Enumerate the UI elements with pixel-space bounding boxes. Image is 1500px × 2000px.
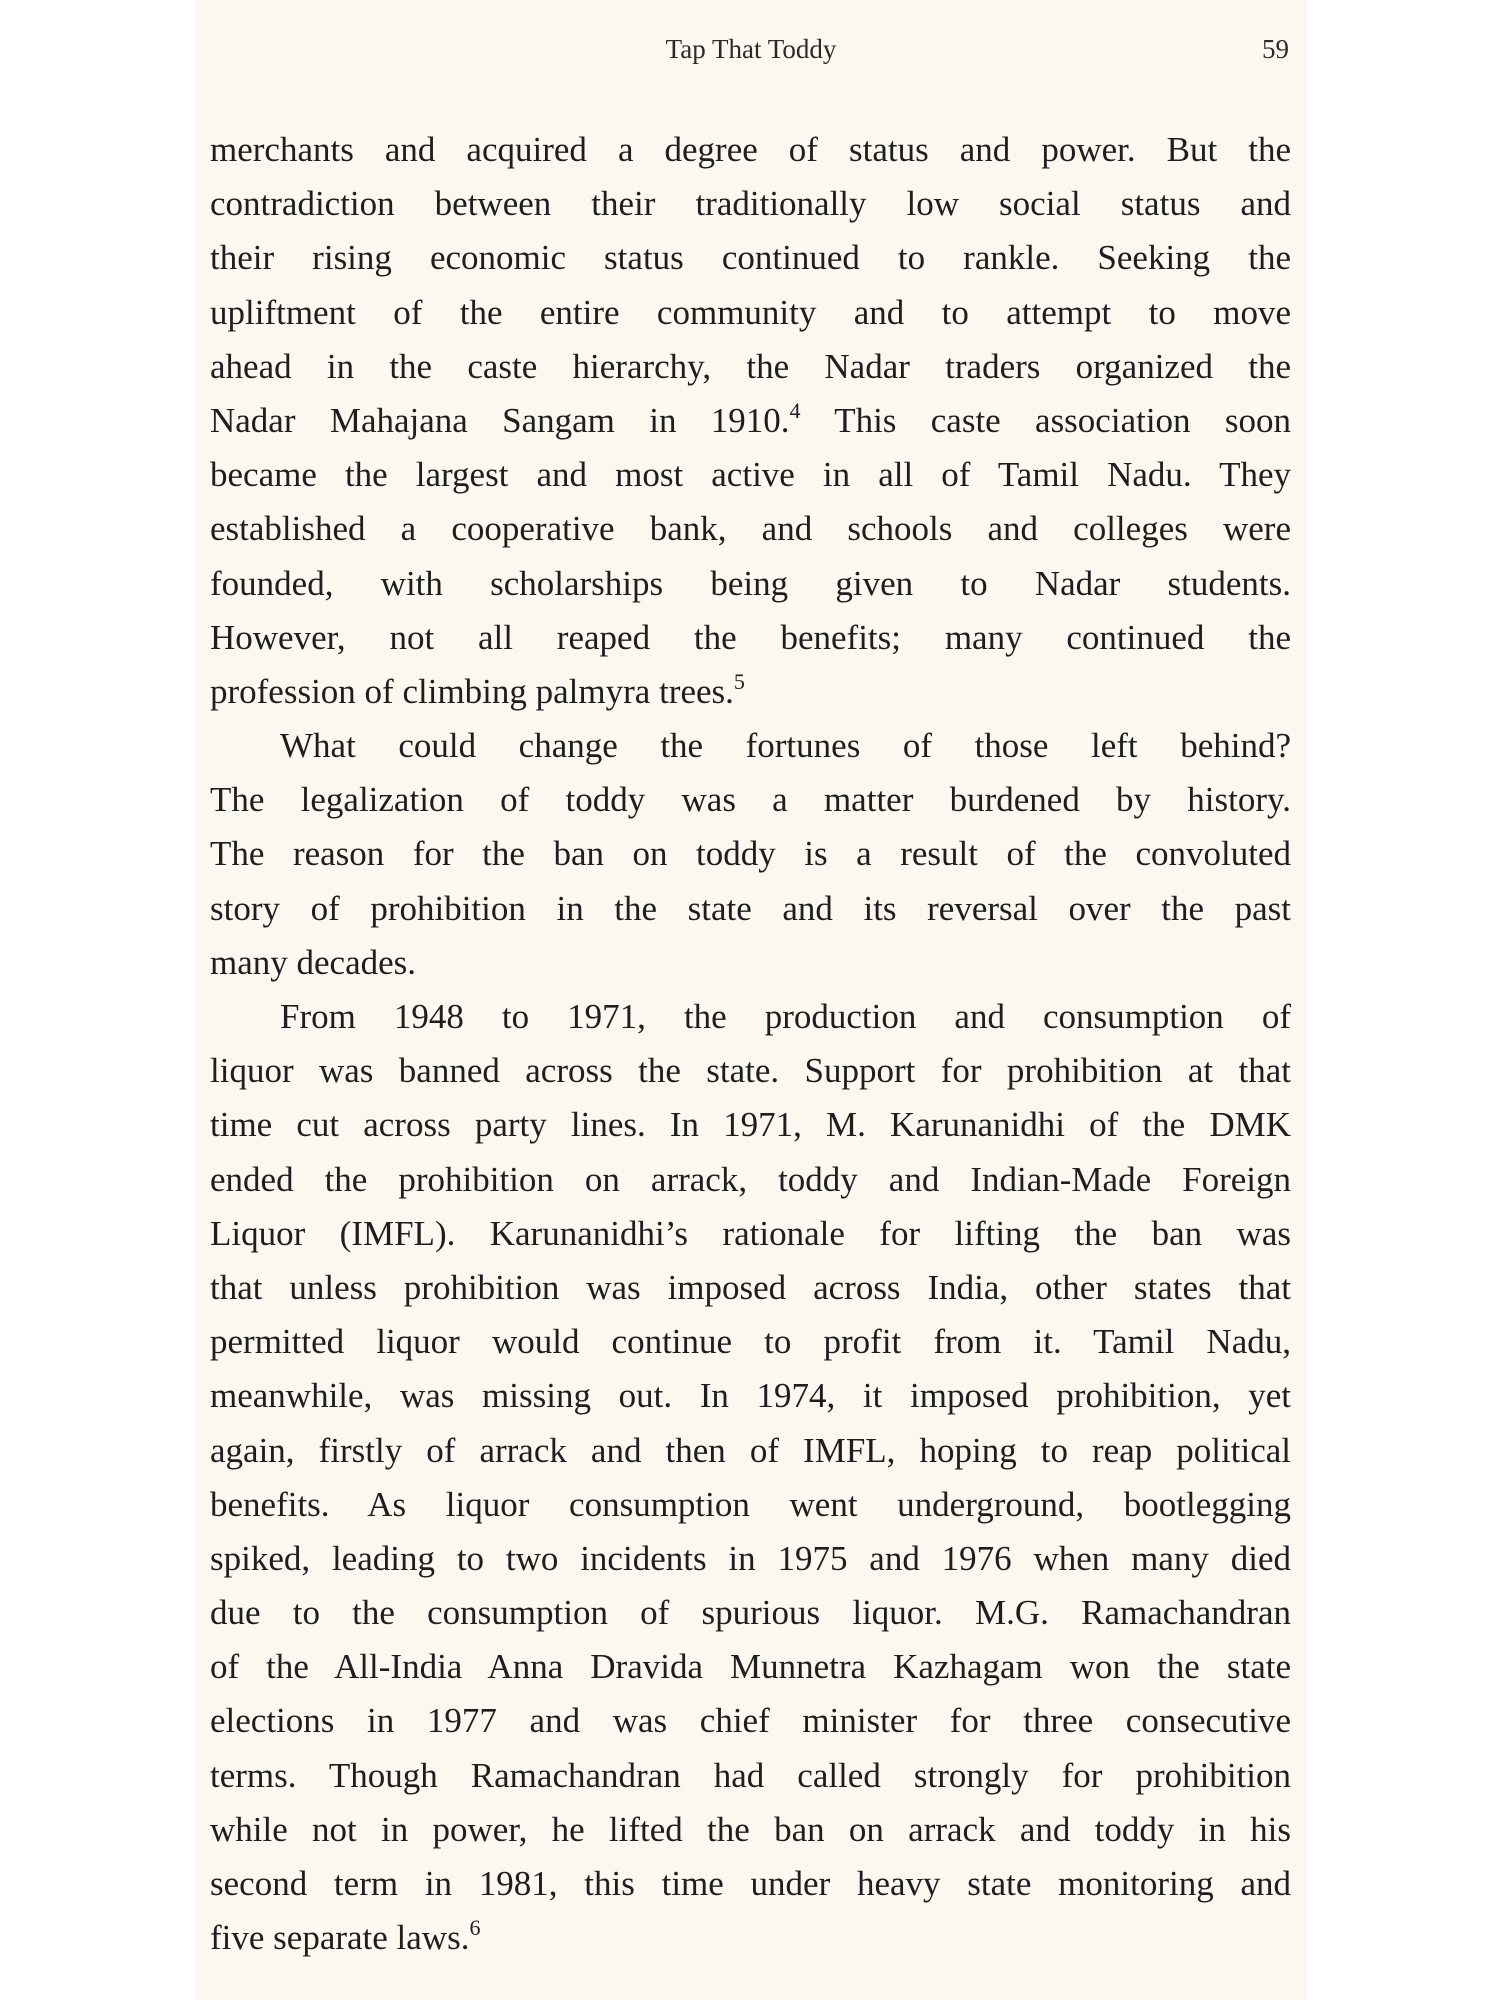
- body-text: [210, 123, 1291, 1965]
- text-line: [210, 936, 1291, 990]
- line-text: second term in 1981, this time under heavy state monitoring and: [210, 1864, 1291, 1903]
- text-line: [210, 1586, 1291, 1640]
- line-text: Liquor (IMFL). Karunanidhi’s rationale for lifting the ban was: [210, 1213, 1291, 1253]
- text-line: [210, 1857, 1291, 1911]
- book-page: [195, 0, 1307, 2000]
- line-text: due to the consumption of spurious liquor. M.G. Ramachandran: [210, 1593, 1291, 1633]
- line-text: while not in power, he lifted the ban on arrack and toddy in his: [210, 1809, 1291, 1849]
- footnote-marker: 4: [789, 397, 801, 423]
- line-text: What could change the fortunes of those left behind?: [280, 726, 1291, 766]
- text-line: [210, 1694, 1291, 1748]
- page-header: [195, 28, 1307, 72]
- line-text: spiked, leading to two incidents in 1975 and 1976 when many died: [210, 1538, 1291, 1578]
- footnote-marker: 6: [469, 1915, 481, 1941]
- text-line: [210, 1369, 1291, 1423]
- text-line: [210, 286, 1291, 340]
- line-text: profession of climbing palmyra trees.: [210, 671, 734, 711]
- text-line: [210, 1911, 1291, 1965]
- line-text: many decades.: [210, 942, 417, 982]
- line-text: ahead in the caste hierarchy, the Nadar traders organized the: [210, 346, 1291, 386]
- text-line: [210, 1424, 1291, 1478]
- text-line: [210, 990, 1291, 1044]
- line-text: The reason for the ban on toddy is a result of the convoluted: [210, 834, 1291, 874]
- line-text: their rising economic status continued to rankle. Seeking the: [210, 238, 1291, 278]
- line-text: elections in 1977 and was chief minister for three consecutive: [210, 1701, 1291, 1741]
- text-line: [210, 1803, 1291, 1857]
- line-text: However, not all reaped the benefits; many continued the: [210, 617, 1291, 657]
- line-text: liquor was banned across the state. Support for prohibition at that: [210, 1051, 1291, 1091]
- line-text: established a cooperative bank, and schools and colleges were: [210, 509, 1291, 549]
- text-line: [210, 177, 1291, 231]
- text-line: [210, 882, 1291, 936]
- text-line: [210, 340, 1291, 394]
- line-text: story of prohibition in the state and its reversal over the past: [210, 888, 1291, 928]
- line-text: founded, with scholarships being given to Nadar students.: [210, 563, 1291, 603]
- line-text: From 1948 to 1971, the production and consumption of: [280, 997, 1291, 1036]
- text-line: [210, 123, 1291, 177]
- text-line: [210, 1044, 1291, 1098]
- text-line: [210, 1640, 1291, 1694]
- line-text: ended the prohibition on arrack, toddy and Indian-Made Foreign: [210, 1159, 1291, 1199]
- text-line: [210, 827, 1291, 881]
- text-line: [210, 1098, 1291, 1152]
- line-text: upliftment of the entire community and to attempt to move: [210, 292, 1291, 332]
- line-text: of the All-India Anna Dravida Munnetra Kazhagam won the state: [210, 1647, 1291, 1687]
- text-line: [210, 665, 1291, 719]
- page-number: 59: [1262, 34, 1289, 64]
- text-line: [210, 1532, 1291, 1586]
- text-line: [210, 1478, 1291, 1532]
- text-line: [210, 502, 1291, 556]
- line-text: that unless prohibition was imposed across India, other states that: [210, 1267, 1291, 1307]
- line-text: terms. Though Ramachandran had called strongly for prohibition: [210, 1755, 1291, 1795]
- line-text: The legalization of toddy was a matter burdened by history.: [210, 780, 1291, 820]
- text-line: [210, 773, 1291, 827]
- line-text: meanwhile, was missing out. In 1974, it imposed prohibition, yet: [210, 1376, 1291, 1416]
- text-line: [210, 394, 1291, 448]
- line-text: merchants and acquired a degree of status and power. But the: [210, 130, 1291, 169]
- running-title: Tap That Toddy: [665, 34, 837, 64]
- line-text: permitted liquor would continue to profit from it. Tamil Nadu,: [210, 1322, 1291, 1362]
- line-text: contradiction between their traditionally low social status and: [210, 184, 1291, 224]
- line-text: This caste association soon: [800, 400, 1291, 440]
- text-line: [210, 1749, 1291, 1803]
- text-line: [210, 231, 1291, 285]
- text-line: [210, 1153, 1291, 1207]
- text-line: [210, 719, 1291, 773]
- footnote-marker: 5: [733, 668, 745, 694]
- line-text: five separate laws.: [210, 1918, 470, 1958]
- text-line: [210, 1207, 1291, 1261]
- text-line: [210, 611, 1291, 665]
- text-line: [210, 557, 1291, 611]
- line-text: time cut across party lines. In 1971, M. Karunanidhi of the DMK: [210, 1105, 1291, 1145]
- text-line: [210, 448, 1291, 502]
- text-line: [210, 1315, 1291, 1369]
- text-line: [210, 1261, 1291, 1315]
- line-text: benefits. As liquor consumption went underground, bootlegging: [210, 1484, 1291, 1524]
- line-text: became the largest and most active in all of Tamil Nadu. They: [210, 455, 1291, 495]
- line-text: again, firstly of arrack and then of IMFL, hoping to reap political: [210, 1430, 1291, 1470]
- line-text: Nadar Mahajana Sangam in 1910.: [210, 400, 790, 440]
